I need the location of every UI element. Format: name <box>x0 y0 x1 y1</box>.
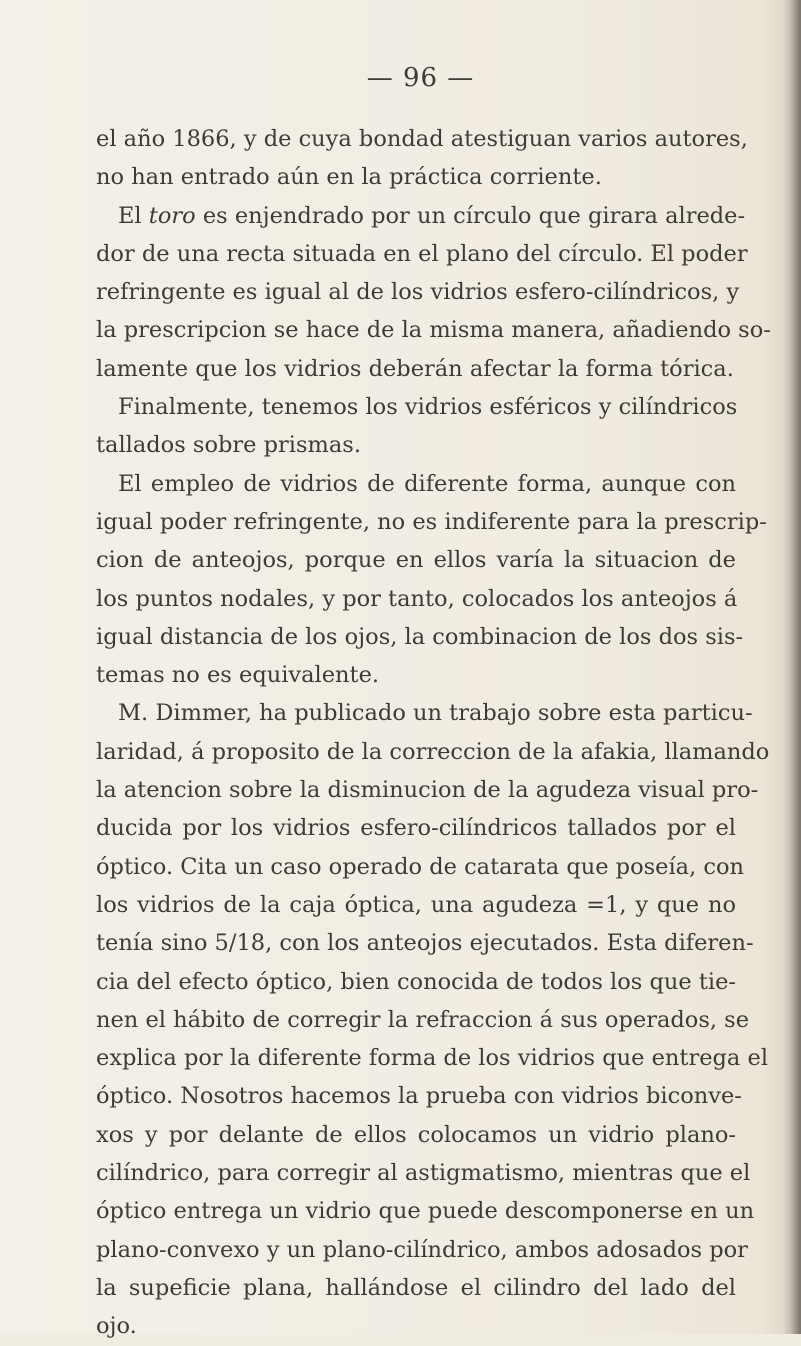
text-line-lead: El <box>118 202 149 229</box>
text-line: refringente es igual al de los vidrios esfero-cilíndricos, y <box>96 279 740 306</box>
text-line: la prescripcion se hace de la misma manera, añadiendo so- <box>96 317 771 344</box>
text-line: óptico. Nosotros hacemos la prueba con vidrios biconve- <box>96 1083 742 1110</box>
text-line-rest: es enjendrado por un círculo que girara alrede- <box>195 202 746 229</box>
text-line: ducida por los vidrios esfero-cilíndricos tallados por el <box>96 815 736 842</box>
text-line: dor de una recta situada en el plano del círculo. El poder <box>96 240 748 267</box>
text-line: Finalmente, tenemos los vidrios esféricos y cilíndricos <box>118 394 738 421</box>
text-line: la atencion sobre la disminucion de la agudeza visual pro- <box>96 777 759 804</box>
text-line: lamente que los vidrios deberán afectar la forma tórica. <box>96 355 734 382</box>
body-text <box>96 120 771 1346</box>
text-line: los vidrios de la caja óptica, una agudeza =1, y que no <box>96 891 736 918</box>
page-binding-shadow <box>783 0 801 1334</box>
text-line: tallados sobre prismas. <box>96 432 361 459</box>
text-line: El empleo de vidrios de diferente forma, aunque con <box>118 470 736 497</box>
italic-term: toro <box>148 202 196 229</box>
text-line <box>96 197 746 235</box>
text-line: M. Dimmer, ha publicado un trabajo sobre esta particu- <box>118 700 753 727</box>
text-line: óptico entrega un vidrio que puede descomponerse en un <box>96 1198 755 1225</box>
text-line: tenía sino 5/18, con los anteojos ejecutados. Esta diferen- <box>96 930 754 957</box>
text-line: laridad, á proposito de la correccion de la afakia, llamando <box>96 738 770 765</box>
text-line: explica por la diferente forma de los vidrios que entrega el <box>96 1045 769 1072</box>
text-line: temas no es equivalente. <box>96 662 380 689</box>
text-line: nen el hábito de corregir la refraccion á sus operados, se <box>96 1006 750 1033</box>
text-line: ojo. <box>96 1313 137 1340</box>
text-line: óptico. Cita un caso operado de catarata que poseía, con <box>96 853 745 880</box>
page-number: — 96 — <box>366 63 475 93</box>
text-line: igual poder refringente, no es indiferente para la prescrip- <box>96 508 767 535</box>
text-line: no han entrado aún en la práctica corriente. <box>96 164 602 191</box>
text-line: xos y por delante de ellos colocamos un vidrio plano- <box>96 1121 736 1148</box>
text-line: igual distancia de los ojos, la combinacion de los dos sis- <box>96 623 744 650</box>
text-line: el año 1866, y de cuya bondad atestiguan varios autores, <box>96 126 748 152</box>
text-line: cilíndrico, para corregir al astigmatismo, mientras que el <box>96 1160 751 1187</box>
text-line: plano-convexo y un plano-cilíndrico, ambos adosados por <box>96 1236 748 1263</box>
text-line: los puntos nodales, y por tanto, colocados los anteojos á <box>96 585 738 612</box>
text-line: cion de anteojos, porque en ellos varía la situacion de <box>96 547 736 574</box>
text-line: la supeficie plana, hallándose el cilindro del lado del <box>96 1274 736 1301</box>
text-line: cia del efecto óptico, bien conocida de todos los que tie- <box>96 968 736 995</box>
